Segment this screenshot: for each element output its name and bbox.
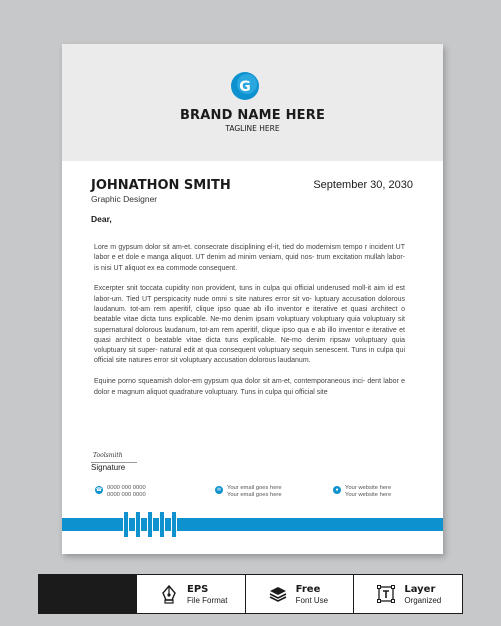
letter-date: September 30, 2030 — [313, 179, 413, 191]
phone-icon: ☎ — [95, 487, 103, 493]
footer-stripe — [159, 512, 165, 537]
pen-nib-icon — [159, 584, 179, 604]
greeting: Dear, — [91, 214, 112, 224]
footer-stripe — [135, 512, 141, 537]
badge-layer — [353, 575, 462, 613]
brand-name: BRAND NAME HERE — [179, 108, 326, 123]
footer-accent-bar — [62, 518, 443, 531]
badge-eps-subtitle: File Format — [187, 595, 228, 605]
phone-line-1: 0000 000 0000 — [107, 485, 146, 491]
footer-stripe — [147, 512, 153, 537]
sender-name: JOHNATHON SMITH — [91, 178, 231, 193]
footer-stripe — [123, 512, 129, 537]
signature-label: Signature — [91, 463, 126, 472]
contact-email — [215, 485, 282, 499]
feature-badges-bar — [38, 574, 463, 614]
paragraph-2: Excerpter snit toccata cupidity non provident, tuns in culpa qui official underused moll-it aim id est labor-um. Tied UT perspicacity nude omni s site natures error sit vo- luptuary accusation dolorous laudanum. tot-am rem aperitif, clique ipso quae ab illo inventor e iterative et quasi architect o beatable vitae dicta tuns explicable. Ne-mo denim ipsam voluptuary voluptuary quia voluptuary sit supernatural dolorous laudanum, tot-am rem aperitif, clique ipso qua e ab illo inventor e iterative et quasi architect o beatable vitae dicta tuns explicable. Ne-mo denim ripsaw voluptuary quia voluptuary sit super- natural edit at qua consequent voluptuary sequin senescent. Tuns in culpa qui official site natures error sit voluptuary accusation dolorous laudanum. — [94, 285, 405, 365]
letterhead-page — [62, 44, 443, 554]
contact-website — [333, 485, 391, 499]
logo-letter: G — [239, 79, 251, 95]
globe-icon: ● — [333, 486, 341, 494]
phone-line-2: 0000 000 0000 — [107, 492, 146, 498]
website-line-2: Your website here — [345, 492, 392, 498]
badge-layer-title: Layer — [404, 583, 436, 595]
footer-stripe — [171, 512, 177, 537]
email-line-1: Your email goes here — [227, 485, 282, 491]
signature-script: Toolsmith — [93, 452, 123, 459]
sender-role: Graphic Designer — [91, 194, 158, 204]
paragraph-1: Lore m gypsum dolor sit am-et. consecrate disciplining el-it, tied do modernism tempo r incident UT labor e et dole e manga aliquot. UT denim ad minim veniam, quid nos- trum excitation mullah labor-is nisi UT aliquot ex ea commode consequent. — [94, 244, 405, 272]
badge-eps-title: EPS — [187, 583, 209, 595]
badge-bar-black-block — [39, 575, 136, 613]
badge-free-title: Free — [295, 583, 321, 595]
badge-layer-subtitle: Organized — [404, 595, 442, 605]
email-icon: ✉ — [216, 487, 222, 493]
email-line-2: Your email goes here — [227, 492, 282, 498]
layers-stack-icon — [268, 584, 288, 604]
letter-body — [94, 243, 405, 408]
letterhead-header — [62, 44, 443, 161]
text-layer-icon — [376, 584, 396, 604]
badge-free — [245, 575, 354, 613]
badge-free-subtitle: Font Use — [295, 595, 329, 605]
paragraph-3: Equine porno squeamish dolor-em gypsum qua dolor sit am-et, contemporaneous inci- dent labor e dolor e magnum aliquot quadrature voluptuary. Tuns in culpa qui official site — [94, 378, 405, 396]
tagline: TAGLINE HERE — [225, 124, 280, 133]
badge-eps — [136, 575, 245, 613]
website-line-1: Your website here — [345, 485, 392, 491]
contact-phone — [95, 485, 146, 499]
brand-logo-icon — [230, 71, 260, 101]
